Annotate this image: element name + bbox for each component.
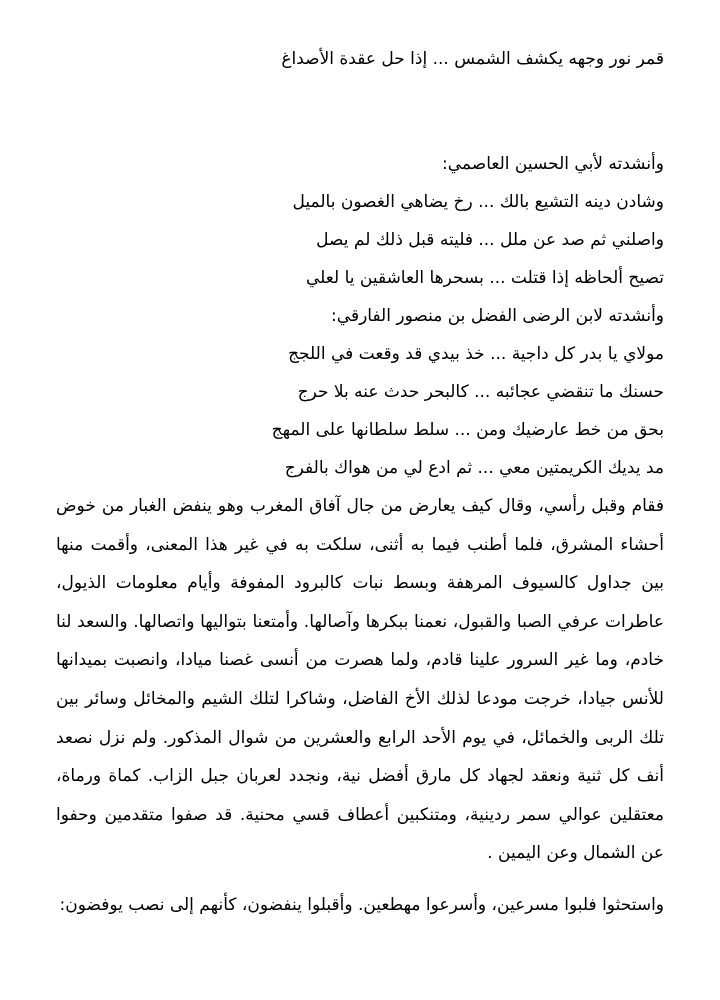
document-page [56, 40, 664, 925]
verse-line: مولاي يا بدر كل داجية ... خذ بيدي قد وقعت في اللجج [288, 344, 664, 364]
verse-line: مد يديك الكريمتين معي ... ثم ادع لي من هواك بالفرج [284, 458, 664, 478]
verse-line: وشادن دينه التشيع بالك ... رخ يضاهي الغصون بالميل [292, 192, 664, 212]
verse-intro-line: وأنشدته لابن الرضى الفضل بن منصور الفارقي: [331, 306, 664, 326]
verse-intro-line: وأنشدته لأبي الحسين العاصمي: [442, 154, 664, 174]
verse-line: واصلني ثم صد عن ملل ... فليته قبل ذلك لم يصل [316, 230, 664, 250]
prose-paragraph: واستحثوا فلبوا مسرعين، وأسرعوا مهطعين. وأقبلوا ينفضون، كأنهم إلى نصب يوفضون: [59, 894, 664, 915]
verse-line: تصيح ألحاظه إذا قتلت ... بسحرها العاشقين يا لعلي [306, 268, 664, 288]
prose-paragraph: فقام وقبل رأسي، وقال كيف يعارض من جال آفاق المغرب وهو ينفض الغبار من خوض أحشاء المشرق، فلما أطنب فيما به أثنى، سلكت به في غير هذا المعنى، وأقمت منها بين جداول كالسيوف المرهفة وبسط نبات كالبرود المفوفة وأيام معلومات الذيول، عاطرات عرفي الصبا والقبول، نعمنا ببكرها وآصالها. وأمتعنا بتواليها واتصالها. والسعد لنا خادم، وما غير السرور علينا قادم، ولما هصرت من أنسى غصنا ميادا، وانصبت بميدانها للأنس جيادا، خرجت مودعا لذلك الأخ الفاضل، وشاكرا لتلك الشيم والمخائل وسائر بين تلك الربى والخمائل، في يوم الأحد الرابع والعشرين من شوال المذكور. ولم نزل نصعد أنف كل ثنية ونعقد لجهاد كل مارق أفضل نية، ونجدد لعربان جبل الزاب. كماة ورماة، معتقلين عوالي سمر ردينية، ومتنكبين أعطاف قسي محنية. قد صفوا متقدمين وحفوا عن الشمال وعن اليمين . [56, 496, 664, 864]
spacer [56, 873, 664, 886]
title-verse-line: قمر نور وجهه يكشف الشمس ... إذا حل عقدة الأصداغ [281, 49, 664, 69]
verse-line: حسنك ما تنقضي عجائبه ... كالبحر حدث عنه بلا حرج [297, 382, 664, 402]
spacer [56, 78, 664, 145]
verse-line: بحق من خط عارضيك ومن ... سلط سلطانها على المهج [271, 420, 664, 440]
